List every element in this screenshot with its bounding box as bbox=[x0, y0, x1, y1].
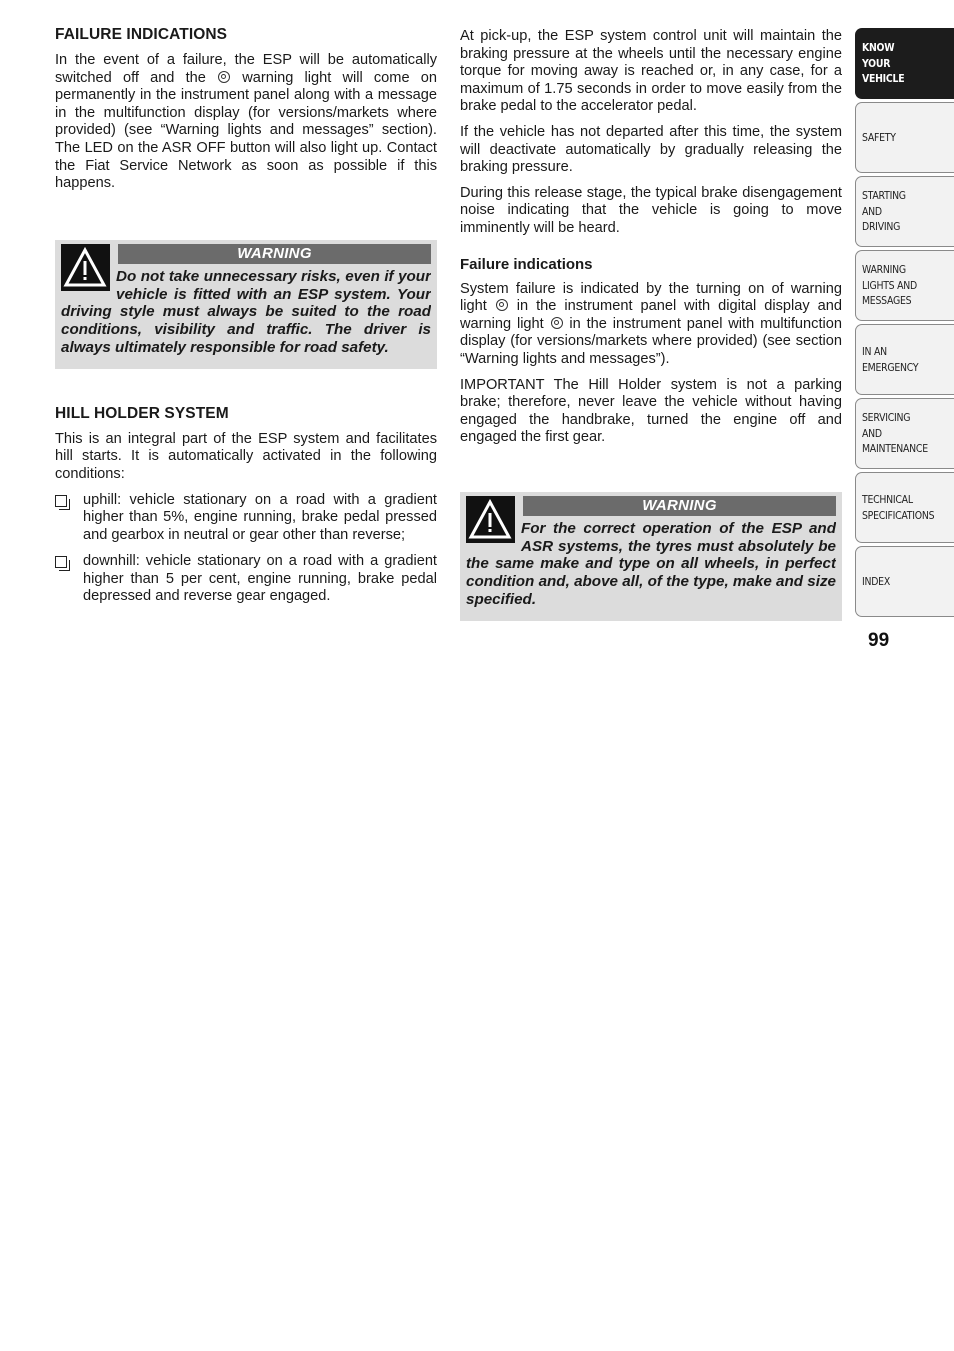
system-failure-paragraph: System failure is indicated by the turning on of warning light in the instrument panel with digital display and warning light in the instrument panel with multifunction display (for versions/markets where provided) (see section “Warning lights and messages”). bbox=[460, 280, 842, 367]
esp-digital-warning-icon bbox=[496, 299, 508, 311]
list-item: downhill: vehicle stationary on a road with a gradient higher than 5 per cent, engine running, brake pedal depressed and reverse gear engaged. bbox=[55, 553, 437, 606]
hill-holder-intro: This is an integral part of the ESP system and facilitates hill starts. It is automatically activated in the following conditions: bbox=[55, 430, 437, 482]
chapter-tabs bbox=[855, 28, 954, 620]
warning-title: WARNING bbox=[118, 244, 431, 264]
warning-box-risk bbox=[55, 240, 437, 369]
warning-box-tyres bbox=[460, 492, 842, 621]
checkbox-bullet-icon bbox=[55, 495, 67, 507]
warning-title: WARNING bbox=[523, 496, 836, 516]
important-paragraph: IMPORTANT The Hill Holder system is not a parking brake; therefore, never leave the vehicle without having engaged the handbrake, turned the engine off and engaged the first gear. bbox=[460, 376, 842, 446]
esp-warning-icon bbox=[218, 71, 230, 83]
failure-paragraph: In the event of a failure, the ESP will be automatically switched off and the warning light will come on permanently in the instrument panel along with a message in the multifunction display (for versions/markets where provided) (see “Warning lights and messages” section). The LED on the ASR OFF button will also light up. Contact the Fiat Service Network as soon as possible if this happens. bbox=[55, 52, 437, 192]
tab-servicing[interactable]: SERVICING AND MAINTENANCE bbox=[855, 398, 954, 469]
tab-know-your-vehicle[interactable]: KNOW YOUR VEHICLE bbox=[855, 28, 954, 99]
warning-triangle-icon bbox=[61, 244, 110, 291]
right-column bbox=[460, 28, 842, 621]
warning-text: For the correct operation of the ESP and ASR systems, the tyres must absolutely be the same make and type on all wheels, in perfect condition and, above all, of the type, make and size specified. bbox=[466, 519, 836, 609]
list-item: uphill: vehicle stationary on a road with a gradient higher than 5%, engine running, brake pedal pressed and gearbox in neutral or gear other than reverse; bbox=[55, 492, 437, 545]
tab-index[interactable]: INDEX bbox=[855, 546, 954, 617]
warning-text: Do not take unnecessary risks, even if your vehicle is fitted with an ESP system. Your driving style must always be suited to the road conditions, visibility and traffic. The driver is always ultimately responsible for road safety. bbox=[61, 267, 431, 356]
left-column bbox=[55, 26, 437, 615]
pickup-paragraph: At pick-up, the ESP system control unit will maintain the braking pressure at the wheels until the necessary engine torque for moving away is reached or, in any case, for a maximum of 1.75 seconds in order to move easily from the brake pedal to the accelerator pedal. bbox=[460, 28, 842, 115]
tab-technical-specifications[interactable]: TECHNICAL SPECIFICATIONS bbox=[855, 472, 954, 543]
tab-starting-and-driving[interactable]: STARTING AND DRIVING bbox=[855, 176, 954, 247]
esp-multifunction-warning-icon bbox=[551, 317, 563, 329]
hill-holder-heading: HILL HOLDER SYSTEM bbox=[55, 404, 229, 422]
warning-triangle-icon bbox=[466, 496, 515, 543]
hill-holder-conditions bbox=[55, 492, 437, 607]
release-paragraph: During this release stage, the typical brake disengagement noise indicating that the vehicle is going to move imminently will be heard. bbox=[460, 184, 842, 236]
tab-warning-lights[interactable]: WARNING LIGHTS AND MESSAGES bbox=[855, 250, 954, 321]
failure-indications-subheading: Failure indications bbox=[460, 255, 593, 273]
deactivation-paragraph: If the vehicle has not departed after this time, the system will deactivate automatically by gradually releasing the braking pressure. bbox=[460, 123, 842, 176]
failure-indications-heading: FAILURE INDICATIONS bbox=[55, 26, 228, 43]
checkbox-bullet-icon bbox=[55, 556, 67, 568]
page-number: 99 bbox=[868, 630, 890, 651]
tab-safety[interactable]: SAFETY bbox=[855, 102, 954, 173]
tab-in-an-emergency[interactable]: IN AN EMERGENCY bbox=[855, 324, 954, 395]
